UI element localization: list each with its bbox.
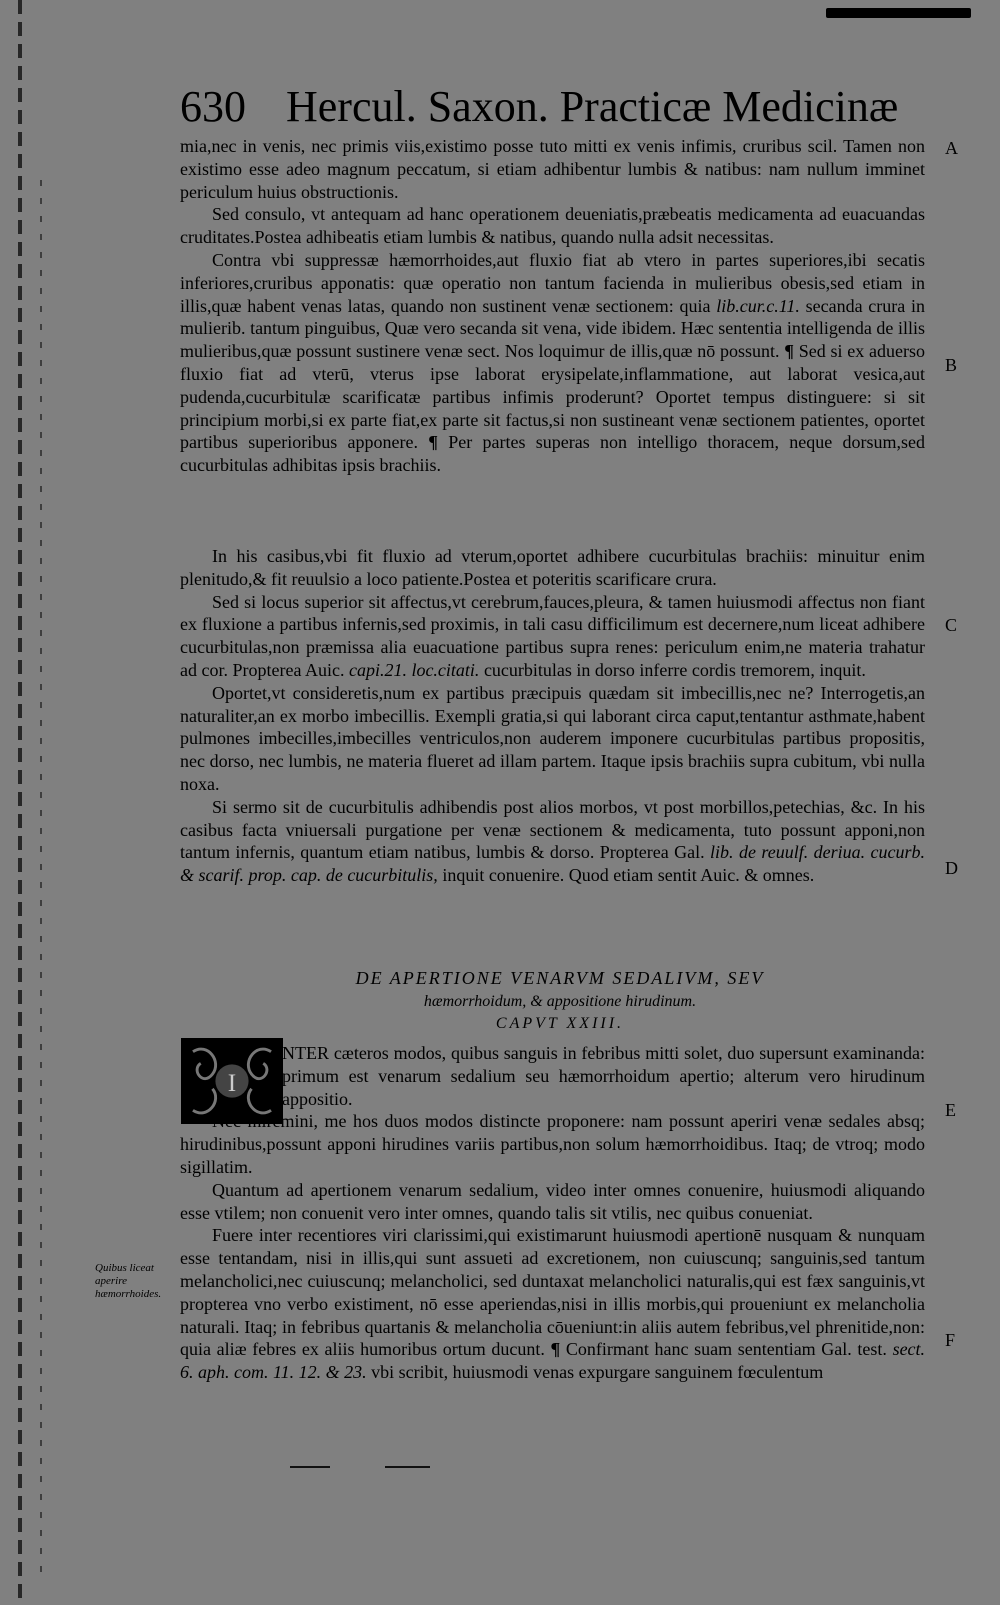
paragraph-text: Contra vbi suppressæ hæmorrhoides,aut fluxio fiat ab vtero in partes superiores,ibi secatis inferiores,cruribus apponatis: quæ operatio non tantum facienda in mulieribus obesis,sed etiam in illis,quæ habent venas latas, quando non sustinent venæ sectionem: quia <box>180 249 925 316</box>
chapter-subheading: hæmorrhoidum, & appositione hirudinum. <box>423 993 697 1010</box>
scan-artifact-bar <box>826 8 971 18</box>
paragraph: mia,nec in venis, nec primis viis,existimo posse tuto mitti ex venis infimis, cruribus scil. Tamen non existimo esse adeo magnum peccatum, si etiam adhibentur lumbis & natibus: nam nullum imminet periculum huius obstructionis. <box>180 136 925 202</box>
paragraph-text: Confirmant hanc suam sententiam Gal. test. <box>565 1339 887 1360</box>
paragraph-text: Si sermo sit de cucurbitulis adhibendis post alios morbos, vt post morbillos,petechias, &c. In his casibus facta vniuersali purgatione per venæ sectionem & medicamenta, tuto possunt apponi,non tantum infernis, quantum etiam natibus, lumbis & dorso. Propterea Gal. <box>180 796 925 863</box>
paragraph: NTER cæteros modos, quibus sanguis in febribus mitti solet, duo supersunt examinanda: primum est venarum sedalium seu hæmorrhoidum apertio; alterum vero hirudinum appositio. <box>282 1043 925 1109</box>
marginal-note: Quibus liceat aperire hæmorrhoides. <box>95 1262 162 1300</box>
paragraph: In his casibus,vbi fit fluxio ad vterum,oportet adhibere cucurbitulas brachiis: minuitur enim plenitudo,& fit reuulsio a loco patiente.Postea et poteritis scarificare crura. <box>180 546 925 589</box>
scan-artifact-line <box>385 1466 430 1468</box>
page-fold-line <box>40 180 42 1580</box>
citation: sect. 6. aph. com. 11. 12. & 23. <box>180 1339 926 1383</box>
side-letter-d: D <box>945 858 958 878</box>
paragraph-text: cucurbitulas in dorso inferre cordis tremorem, inquit. <box>483 659 866 680</box>
side-letter-b: B <box>945 355 958 375</box>
paragraph-text: vbi scribit, huiusmodi venas expurgare sanguinem fœculentum <box>371 1362 824 1383</box>
paragraph: Nec miremini, me hos duos modos distincte proponere: nam possunt aperiri venæ sedales absq; hirudinibus,possunt apponi hirudines variis partibus,non solum hæmorrhoidibus. Itaq; de vtroq; modo sigillatim. <box>180 1111 925 1177</box>
paragraph-text: Sed si locus superior sit affectus,vt cerebrum,fauces,pleura, & tamen huiusmodi affectus non fiant ex fluxione a partibus infernis,sed proximis, in tali casu difficilimum est decernere,num liceat adhibere cucurbitulas,non præmissa alia euacuatione partibus supra renes: periculum enim,ne materia trahatur ad cor. Propterea Auic. <box>180 591 925 680</box>
pilcrow-mark: ¶ <box>784 341 795 362</box>
paragraph-text: Fuere inter recentiores viri clarissimi,qui existimarunt huiusmodi apertionē nusquam & nunquam esse tentandam, nisi in illis,qui sunt assueti ad excretionem, non cuiuscunq; sanguinis,sed tantum melancholici,nec cuiuscunq; melancholici, sed duntaxat melancholici naturalis,qui est fæx sanguinis,vt propterea vno verbo existiment, nō esse aperiendas,nisi in illis morbis,qui proueniunt ex melancholia naturali. Itaq; in febribus quartanis & melancholia cōueniunt:in aliis autem febribus,vel phrenitide,non: quia aliæ febres ex aliis humoribus ortum ducunt. <box>180 1225 925 1360</box>
side-letter-f: F <box>945 1330 956 1350</box>
paragraph: Oportet,vt consideretis,num ex partibus præcipuis quædam sit imbecillis,nec ne? Interrogetis,an naturaliter,an ex morbo imbecillis. Exempli gratia,si qui laborant circa caput,tentantur asthmate,habent pulmones imbecilles,imbecilles ventriculos,non auderem imponere cucurbitulas partibus propositis, nec dorso, nec lumbis, ne materia flueret ad illam partem. Itaque ipsis brachiis supra cubitum, vbi nulla noxa. <box>180 682 925 794</box>
running-title: Hercul. Saxon. Practicæ Medicinæ <box>286 82 899 131</box>
text-block-bottom <box>180 1042 925 1384</box>
chapter-number: CAPVT XXIII. <box>495 1015 625 1032</box>
paragraph-text: inquit conuenire. Quod etiam sentit Auic. & omnes. <box>442 865 815 886</box>
page-number: 630 <box>180 82 246 131</box>
paragraph-text: secanda crura in mulierib. tantum pinguibus, Quæ vero secanda sit vena, vide ibidem. Hæc sententia intelligenda de illis mulieribus,quæ possunt sustinere venæ sect. Nos loquimur de illis,quæ nō possunt. <box>180 295 925 362</box>
scan-artifact-line <box>290 1466 330 1468</box>
citation: lib.cur.c.11. <box>716 295 800 316</box>
side-letter-e: E <box>945 1100 956 1120</box>
page-header <box>180 78 899 140</box>
paragraph <box>180 796 925 887</box>
paragraph: Sed consulo, vt antequam ad hanc operationem deueniatis,præbeatis medicamenta ad euacuandas cruditates.Postea adhibeatis etiam lumbis & natibus, quando nulla adsit necessitas. <box>180 204 925 248</box>
paragraph <box>180 249 925 477</box>
pilcrow-mark: ¶ <box>550 1339 561 1360</box>
paragraph <box>180 591 925 682</box>
paragraph-text: Sed si ex aduerso fluxio fiat ad vterū, vterus ipse laborat erysipelate,inflammatione, aut laborat vesica,aut pudenda,cucurbitulæ scarificatæ partibus infimis proderunt? Oportet tempus distinguere: si sit principium morbi,si ex parte fiat,ex parte sit factus,si non sustineant venæ sectionem patientes, oportet partibus superioribus apponere. <box>180 341 926 453</box>
side-letter-c: C <box>945 615 958 635</box>
pilcrow-mark: ¶ <box>428 432 438 453</box>
page-spine-shadow <box>18 0 22 1605</box>
drop-cap-letter: I <box>227 1068 237 1097</box>
text-block-top <box>180 135 925 477</box>
text-block-middle <box>180 545 925 887</box>
side-letter-a: A <box>945 138 958 158</box>
paragraph: Quantum ad apertionem venarum sedalium, video inter omnes conuenire, huiusmodi aliquando esse vtilem; non conuenit vero inter omnes, quando talis sit vtilis, nec quibus conueniat. <box>180 1179 925 1223</box>
citation: capi.21. loc.citati. <box>348 659 480 680</box>
chapter-heading: DE APERTIONE VENARVM SEDALIVM, SEV <box>355 968 765 988</box>
paragraph <box>180 1224 925 1384</box>
citation: lib. de reuulf. deriua. cucurb. & scarif. prop. cap. de cucurbitulis, <box>180 842 925 886</box>
paragraph-text: Per partes superas non intelligo thoracem, neque dorsum,sed cucurbitulas adhibitas ipsis brachiis. <box>180 432 925 476</box>
